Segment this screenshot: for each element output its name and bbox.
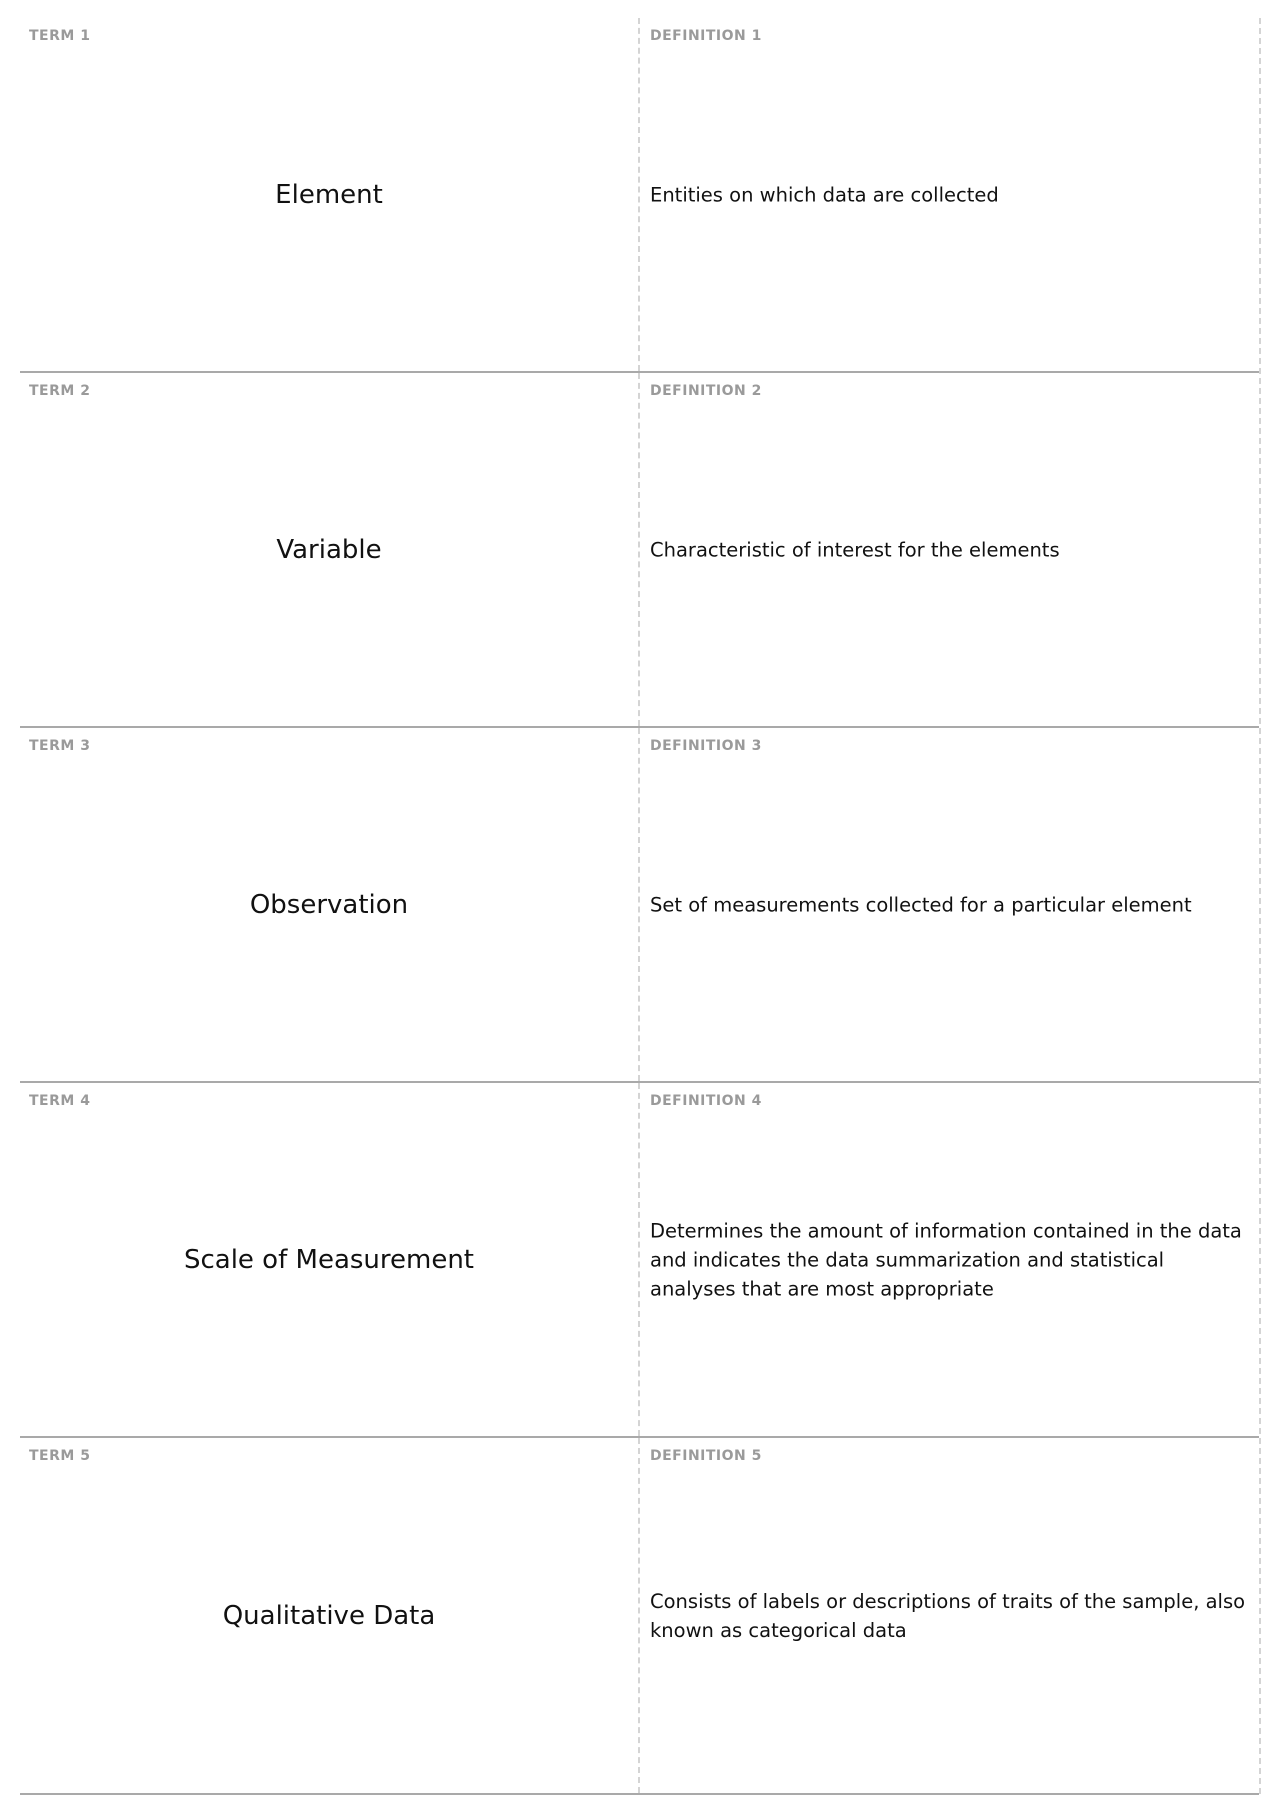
definition-label: DEFINITION 3 (650, 738, 762, 754)
flashcard-sheet (20, 18, 1261, 1794)
term-card (20, 373, 640, 726)
definition-card (640, 1083, 1259, 1436)
definition-label: DEFINITION 4 (650, 1093, 762, 1109)
definition-card (640, 18, 1259, 371)
term-label: TERM 2 (29, 383, 91, 399)
definition-card (640, 1438, 1259, 1793)
definition-text: Set of measurements collected for a particular element (650, 893, 1192, 916)
flashcard-row (20, 728, 1259, 1083)
definition-label: DEFINITION 1 (650, 28, 762, 44)
term-card (20, 728, 640, 1081)
definition-card (640, 728, 1259, 1081)
term-label: TERM 4 (29, 1093, 91, 1109)
flashcard-row (20, 1438, 1259, 1795)
term-text: Scale of Measurement (183, 1244, 475, 1275)
definition-text: Entities on which data are collected (650, 183, 999, 206)
term-card (20, 1438, 640, 1793)
definition-card (640, 373, 1259, 726)
definition-label: DEFINITION 2 (650, 383, 762, 399)
term-card (20, 1083, 640, 1436)
term-card (20, 18, 640, 371)
flashcard-row (20, 373, 1259, 728)
definition-text: Consists of labels or descriptions of traits of the sample, also known as categorical data (650, 1589, 1246, 1642)
term-text: Variable (276, 534, 382, 565)
flashcard-row (20, 18, 1259, 373)
definition-label: DEFINITION 5 (650, 1448, 762, 1464)
term-label: TERM 5 (29, 1448, 91, 1464)
term-text: Qualitative Data (222, 1600, 436, 1631)
term-label: TERM 3 (29, 738, 91, 754)
definition-text: Determines the amount of information contained in the data and indicates the data summarization and statistical analyses that are most appropriate (650, 1219, 1242, 1300)
term-label: TERM 1 (29, 28, 91, 44)
definition-text: Characteristic of interest for the elements (650, 538, 1060, 561)
term-text: Element (275, 179, 383, 210)
flashcard-row (20, 1083, 1259, 1438)
term-text: Observation (249, 889, 409, 920)
